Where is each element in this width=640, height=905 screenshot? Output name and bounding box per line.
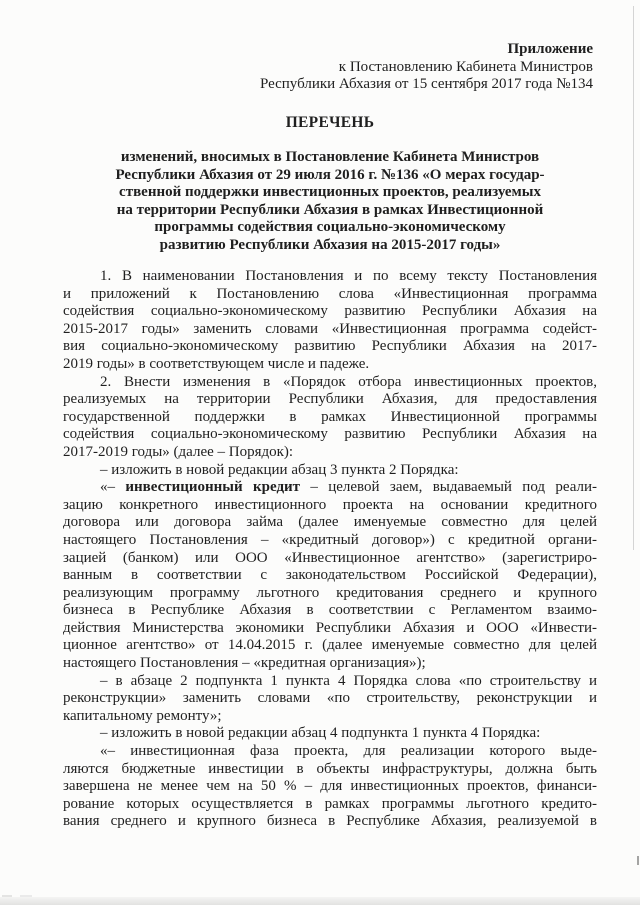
text-line: реконструкции» заменить словами «по строительству, реконструкции и (63, 690, 597, 707)
text-line: зацией (банком) или ООО «Инвестиционное агентство» (зарегистриро- (63, 549, 597, 566)
text-segment: – целевой заем, выдаваемый под реали- (300, 479, 597, 496)
text-line: вания среднего и крупного бизнеса в Республике Абхазия, реализуемой в (63, 813, 597, 830)
text-line: рование которых осуществляется в рамках программы льготного кредито- (63, 795, 597, 812)
subtitle-line: программы содействия социально-экономическому (154, 219, 506, 235)
body-paragraph-1 (63, 268, 597, 374)
subtitle-line: на территории Республики Абхазия в рамках Инвестиционной (116, 201, 544, 218)
text-line: бизнеса в Республике Абхазия в соответствии с Регламентом взаимо- (63, 602, 597, 619)
annex-header-line: к Постановлению Кабинета Министров (338, 58, 593, 75)
text-line: 2017-2019 годы» (далее – Порядок): (63, 443, 294, 460)
text-line: договора или договора займа (далее именуемые совместно для целей (63, 514, 597, 531)
text-line: реализующим программу льготного кредитования среднего и крупного (63, 584, 597, 601)
text-line: завершена не менее чем на 50 % – для инвестиционных проектов, финанси- (63, 778, 597, 795)
text-line: содействия социально-экономическому развитию Республики Абхазия на (63, 426, 597, 443)
text-line: капитальному ремонту»; (63, 707, 222, 724)
text-line: настоящего Постановления – «кредитный договор») с кредитной органи- (63, 531, 597, 548)
text-line: зацию конкретного инвестиционного проекта на основании кредитного (63, 496, 597, 513)
subtitle-line: изменений, вносимых в Постановление Кабинета Министров (120, 149, 540, 165)
annex-header (63, 41, 597, 94)
text-line: «– инвестиционная фаза проекта, для реализации которого выде- (100, 743, 597, 760)
subtitle-line: ственной поддержки инвестиционных проектов, реализуемых (119, 184, 541, 200)
text-line: действия Министерства экономики Республики Абхазия и ООО «Инвести- (63, 619, 597, 636)
text-line: ционное агентство» от 14.04.2015 г. (далее именуемые совместно для целей (63, 637, 597, 654)
scan-artifact-vertical-line (633, 6, 634, 550)
body-paragraph-6 (63, 725, 597, 743)
text-line: – изложить в новой редакции абзац 3 пункта 2 Порядка: (100, 461, 459, 478)
doc-subtitle (63, 149, 597, 254)
body-paragraph-3 (63, 462, 597, 480)
annex-label: Приложение (507, 41, 593, 57)
text-line: – изложить в новой редакции абзац 4 подпункта 1 пункта 4 Порядка: (100, 725, 541, 742)
text-line: ляются бюджетные инвестиции в объекты инфраструктуры, должна быть (63, 760, 597, 777)
doc-body (63, 268, 597, 831)
body-paragraph-7 (63, 743, 597, 831)
text-line (63, 479, 597, 497)
page-edge-shadow (0, 897, 640, 905)
text-line: настоящего Постановления – «кредитная организация»); (63, 655, 426, 672)
text-segment-bold: инвестиционный кредит (125, 479, 301, 496)
text-line: содействия социально-экономическому развитию Республики Абхазия на (63, 303, 597, 320)
body-paragraph-2 (63, 374, 597, 462)
page-content (63, 41, 597, 831)
text-line: – в абзаце 2 подпункта 1 пункта 4 Порядка слова «по строительству и (100, 672, 597, 689)
body-paragraph-4 (63, 479, 597, 673)
text-line: 2. Внести изменения в «Порядок отбора инвестиционных проектов, (100, 373, 597, 390)
doc-title: ПЕРЕЧЕНЬ (285, 113, 375, 131)
text-line: государственной поддержки в рамках Инвестиционной программы (63, 408, 597, 425)
annex-header-line: Республики Абхазия от 15 сентября 2017 года №134 (259, 76, 593, 92)
text-line: 2015-2017 годы» заменить словами «Инвестиционная программа содейст- (63, 320, 597, 337)
text-line: 2019 годы» в соответствующем числе и падеже. (63, 355, 370, 372)
body-paragraph-5 (63, 673, 597, 726)
subtitle-line: развитию Республики Абхазия на 2015-2017 годы» (159, 236, 501, 253)
subtitle-line: Республики Абхазия от 29 июля 2016 г. №136 «О мерах государ- (115, 166, 545, 183)
text-line: реализуемых на территории Республики Абхазия, для предоставления (63, 391, 597, 408)
scan-artifact-right-tick (637, 856, 639, 865)
text-line: вия социально-экономическому развитию Республики Абхазия на 2017- (63, 338, 597, 355)
text-segment: «– (100, 479, 126, 496)
text-line: 1. В наименовании Постановления и по всему тексту Постановления (100, 268, 597, 284)
text-line: и приложений к Постановлению слова «Инвестиционная программа (63, 285, 597, 302)
text-line: ванным в соответствии с законодательством Российской Федерации), (63, 567, 597, 584)
